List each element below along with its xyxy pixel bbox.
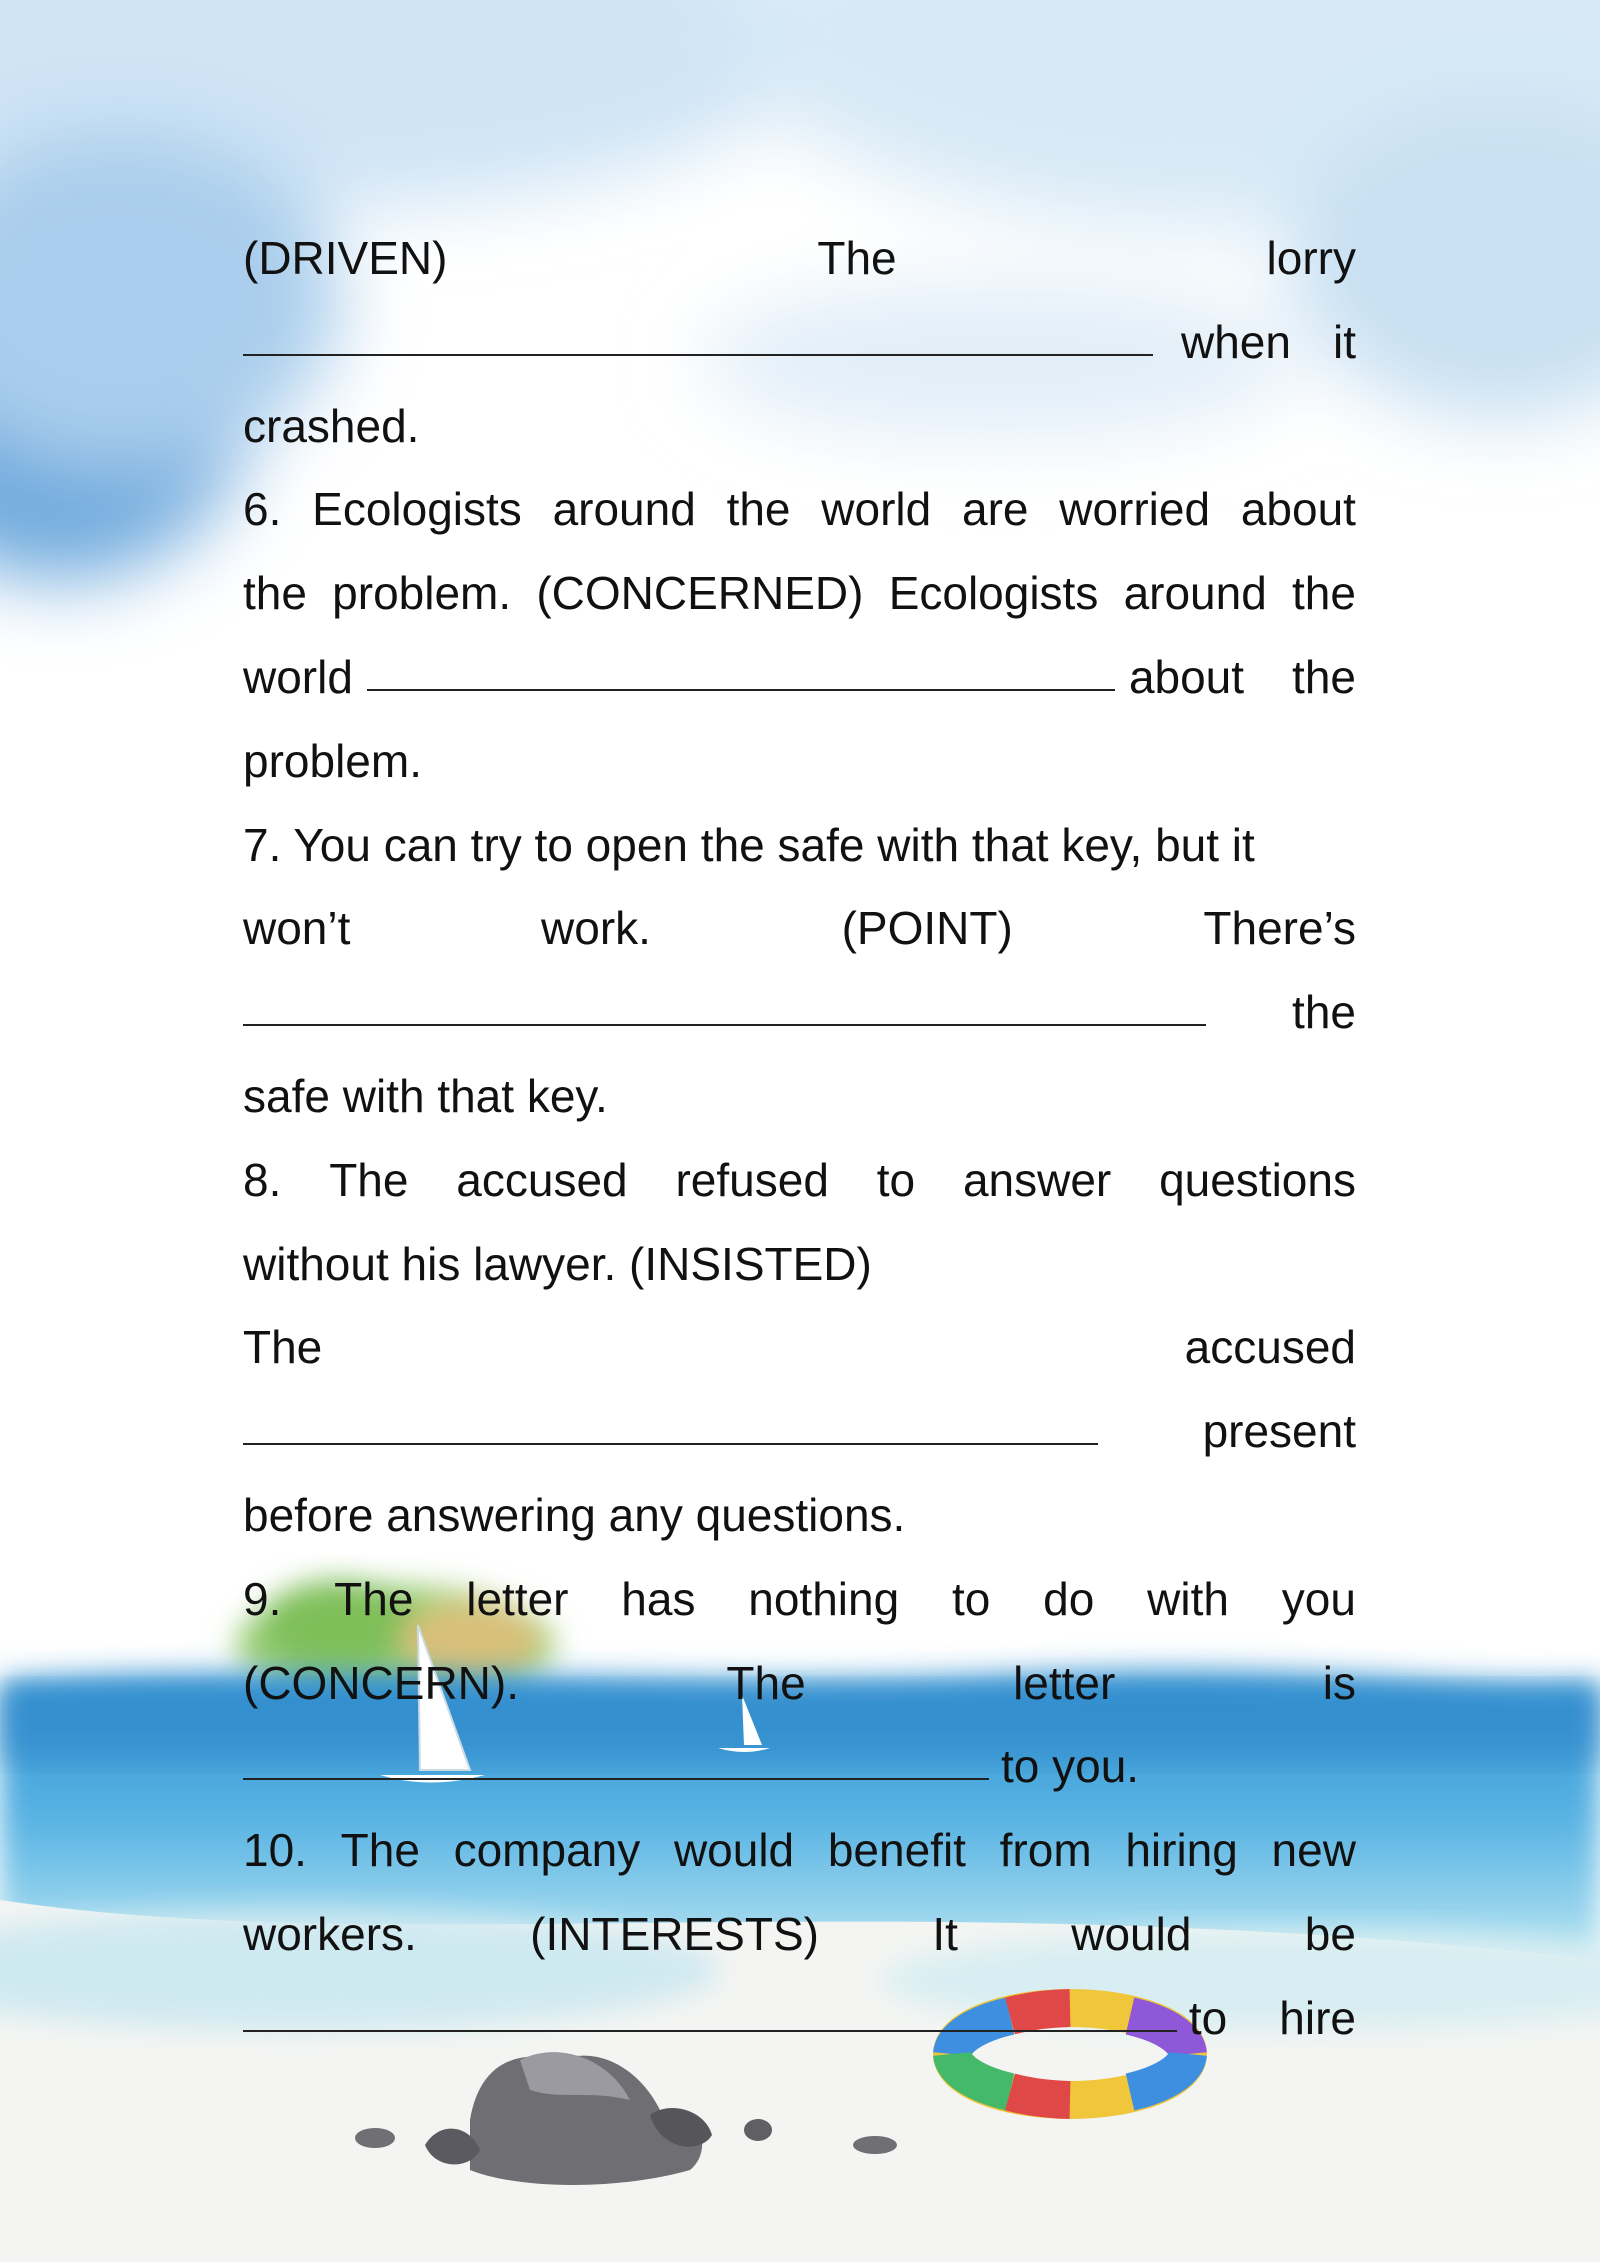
word: There’s [1203, 902, 1356, 955]
word: nothing [748, 1572, 900, 1625]
word: problem. [332, 567, 512, 620]
word: about [1240, 483, 1356, 536]
word: to [951, 1572, 991, 1625]
word: around [552, 483, 696, 536]
answer-blank[interactable] [243, 354, 1153, 356]
worksheet-line [243, 551, 1356, 635]
worksheet-line [243, 803, 1356, 887]
worksheet-line [243, 719, 1356, 803]
keyword: (INTERESTS) [530, 1907, 819, 1960]
word: worried [1059, 483, 1211, 536]
word: accused [456, 1153, 628, 1206]
word: the [1292, 567, 1356, 620]
worksheet-line [243, 1054, 1356, 1138]
word: The [726, 1656, 806, 1709]
word: be [1304, 1907, 1356, 1960]
worksheet-line [243, 1557, 1356, 1641]
line-text: before answering any questions. [243, 1488, 906, 1541]
answer-blank[interactable] [243, 1024, 1206, 1026]
word: when [1181, 315, 1291, 368]
word: accused [1184, 1321, 1356, 1374]
worksheet-line [243, 970, 1356, 1054]
word: questions [1159, 1153, 1356, 1206]
line-text: problem. [243, 734, 422, 787]
worksheet-line [243, 1305, 1356, 1389]
word: won’t [243, 902, 351, 955]
word: is [1322, 1656, 1356, 1709]
answer-blank[interactable] [367, 689, 1115, 691]
worksheet-line [243, 635, 1356, 719]
worksheet-line [243, 1389, 1356, 1473]
word: the [243, 567, 307, 620]
word: work. [541, 902, 651, 955]
word: the [1292, 986, 1356, 1039]
word: The [334, 1572, 414, 1625]
worksheet-line [243, 1724, 1356, 1808]
line-text: 7. You can try to open the safe with that key, but it [243, 818, 1255, 871]
word: letter [466, 1572, 569, 1625]
word: (DRIVEN) [243, 232, 448, 284]
keyword: (POINT) [841, 902, 1013, 955]
word: to [876, 1153, 916, 1206]
word: from [999, 1824, 1092, 1877]
word: lorry [1266, 232, 1356, 284]
word: it [1333, 315, 1356, 368]
answer-blank[interactable] [243, 1443, 1098, 1445]
line-text: safe with that key. [243, 1069, 608, 1122]
worksheet-line [243, 1892, 1356, 1976]
answer-blank[interactable] [243, 1778, 989, 1780]
worksheet-line [243, 1641, 1356, 1725]
worksheet-line [243, 1473, 1356, 1557]
word: The [340, 1824, 420, 1877]
worksheet-line [243, 1138, 1356, 1222]
word: It [932, 1907, 958, 1960]
worksheet-line [243, 886, 1356, 970]
keyword: (CONCERN). [243, 1656, 519, 1709]
word: world [821, 483, 932, 536]
word: you [1281, 1572, 1356, 1625]
worksheet-line [243, 300, 1356, 384]
answer-blank[interactable] [243, 2030, 1177, 2032]
question-number: 6. [243, 483, 282, 536]
word: benefit [827, 1824, 966, 1877]
word: are [961, 483, 1029, 536]
word: the [1292, 650, 1356, 703]
word: do [1043, 1572, 1095, 1625]
word: Ecologists [312, 483, 522, 536]
question-number: 10. [243, 1824, 307, 1877]
line-text: crashed. [243, 399, 420, 452]
word: refused [675, 1153, 829, 1206]
word: present [1202, 1405, 1356, 1458]
word: would [673, 1824, 795, 1877]
line-text: without his lawyer. (INSISTED) [243, 1237, 872, 1290]
word: hiring [1125, 1824, 1238, 1877]
worksheet-line [243, 216, 1356, 300]
word: Ecologists [888, 567, 1099, 620]
worksheet-line [243, 384, 1356, 468]
word: would [1071, 1907, 1192, 1960]
word: answer [962, 1153, 1112, 1206]
word: The [243, 1321, 323, 1374]
word: company [453, 1824, 641, 1877]
word: workers. [243, 1907, 417, 1960]
question-number: 8. [243, 1153, 282, 1206]
question-number: 9. [243, 1572, 282, 1625]
worksheet-line [243, 1976, 1356, 2060]
word: to [1188, 1991, 1228, 2044]
word: new [1271, 1824, 1356, 1877]
word: letter [1013, 1656, 1116, 1709]
worksheet-line [243, 1808, 1356, 1892]
word: about [1128, 650, 1245, 703]
worksheet-body [243, 216, 1356, 2060]
word: The [329, 1153, 409, 1206]
word: the [726, 483, 791, 536]
word: world [243, 650, 353, 703]
word: The [817, 232, 897, 284]
worksheet-line [243, 467, 1356, 551]
word: with [1147, 1572, 1229, 1625]
word: has [621, 1572, 696, 1625]
worksheet-line [243, 1222, 1356, 1306]
word: around [1123, 567, 1267, 620]
word: to you. [1001, 1740, 1140, 1793]
word: hire [1279, 1991, 1356, 2044]
keyword: (CONCERNED) [536, 567, 864, 620]
